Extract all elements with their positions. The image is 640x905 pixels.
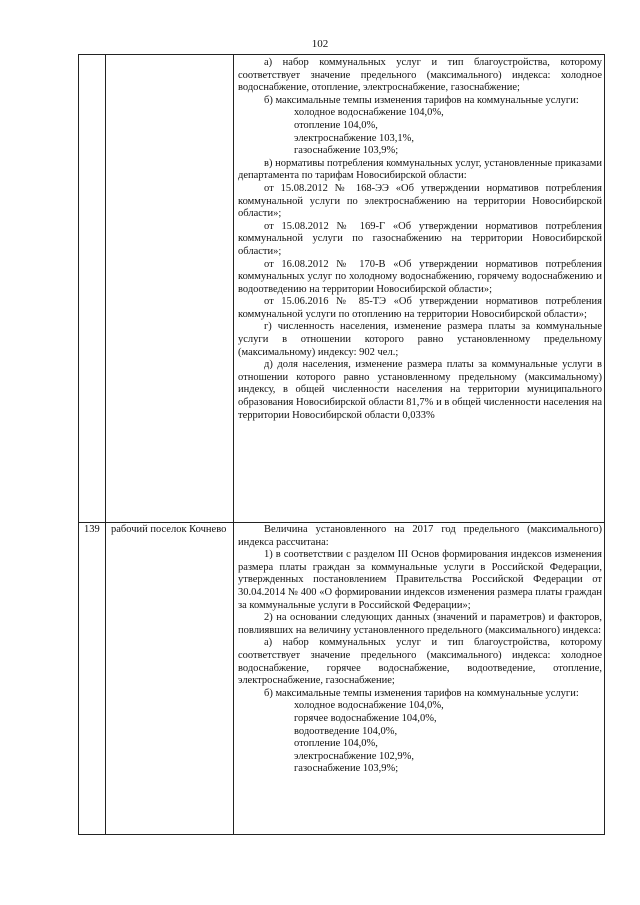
paragraph: 2) на основании следующих данных (значений и параметров) и факторов, повлиявших на величину установленного предельного (максимального) индекса: <box>238 612 602 636</box>
paragraph: от 15.08.2012 № 169-Г «Об утверждении нормативов потребления коммунальной услуги по газоснабжению на территории Новосибирской области»; <box>238 220 602 257</box>
paragraph: от 15.08.2012 № 168-ЭЭ «Об утверждении нормативов потребления коммунальной услуги по электроснабжению на территории Новосибирской области»; <box>238 182 602 220</box>
row-number-cell: 139 <box>84 524 100 535</box>
row-separator <box>78 522 605 523</box>
paragraph: д) доля населения, изменение размера платы за коммунальные услуги в отношении которого равно установленному предельному (максимальному) индексу, в общей численности населения на территории муниципального образования Новосибирской области 81,7% и в общей численности населения на территории Новосибирской области 0,033% <box>238 359 602 421</box>
tariff-line: отопление 104,0%, <box>294 119 378 131</box>
paragraph: а) набор коммунальных услуг и тип благоустройства, которому соответствует значение предельного (максимального) индекса: холодное водоснабжение, горячее водоснабжение, водоотведение, отопление, электроснабжение, газоснабжение; <box>238 637 602 687</box>
paragraph: от 15.06.2016 № 85-ТЭ «Об утверждении нормативов потребления коммунальной услуги по отоплению на территории Новосибирской области»; <box>238 296 602 320</box>
paragraph: г) численность населения, изменение размера платы за коммунальные услуги в отношении которого равно установленному предельному (максимальному) индексу: 902 чел.; <box>238 321 602 358</box>
column-divider-num <box>105 54 106 835</box>
paragraph: б) максимальные темпы изменения тарифов на коммунальные услуги: <box>264 94 579 106</box>
paragraph: б) максимальные темпы изменения тарифов на коммунальные услуги: <box>264 687 579 699</box>
table-bottom-border <box>78 834 605 835</box>
row-content-cell <box>238 57 602 422</box>
table-top-border <box>78 54 605 55</box>
tariff-line: холодное водоснабжение 104,0%, <box>294 107 444 119</box>
tariff-line: горячее водоснабжение 104,0%, <box>294 712 437 724</box>
tariff-line: холодное водоснабжение 104,0%, <box>294 700 444 712</box>
table-left-border <box>78 54 79 835</box>
paragraph: 1) в соответствии с разделом III Основ формирования индексов изменения размера платы граждан за коммунальные услуги в Российской Федерации, утвержденных постановлением Правительства Российской Федерации от 30.04.2014 № 400 «О формировании индексов изменения размера платы граждан за коммунальные услуги в Российской Федерации»; <box>238 549 602 611</box>
row-content-cell <box>238 524 602 776</box>
tariff-line: электроснабжение 102,9%, <box>294 750 414 762</box>
paragraph: а) набор коммунальных услуг и тип благоустройства, которому соответствует значение предельного (максимального) индекса: холодное водоснабжение, отопление, электроснабжение, газоснабжение; <box>238 57 602 94</box>
tariff-line: электроснабжение 103,1%, <box>294 132 414 144</box>
tariff-line: водоотведение 104,0%, <box>294 725 398 737</box>
tariff-line: газоснабжение 103,9%; <box>294 763 399 775</box>
page-number: 102 <box>311 38 329 50</box>
paragraph: Величина установленного на 2017 год предельного (максимального) индекса рассчитана: <box>238 524 602 548</box>
paragraph: в) нормативы потребления коммунальных услуг, установленные приказами департамента по тарифам Новосибирской области: <box>238 157 602 182</box>
tariff-line: отопление 104,0%, <box>294 738 378 750</box>
tariff-line: газоснабжение 103,9%; <box>294 145 399 157</box>
paragraph: от 16.08.2012 № 170-В «Об утверждении нормативов потребления коммунальных услуг по холодному водоснабжению, горячему водоснабжению и водоотведению на территории Новосибирской области»; <box>238 258 602 295</box>
table-right-border <box>604 54 605 835</box>
document-table <box>78 54 605 835</box>
column-divider-name <box>233 54 234 835</box>
settlement-name-cell: рабочий поселок Кочнево <box>111 524 227 535</box>
